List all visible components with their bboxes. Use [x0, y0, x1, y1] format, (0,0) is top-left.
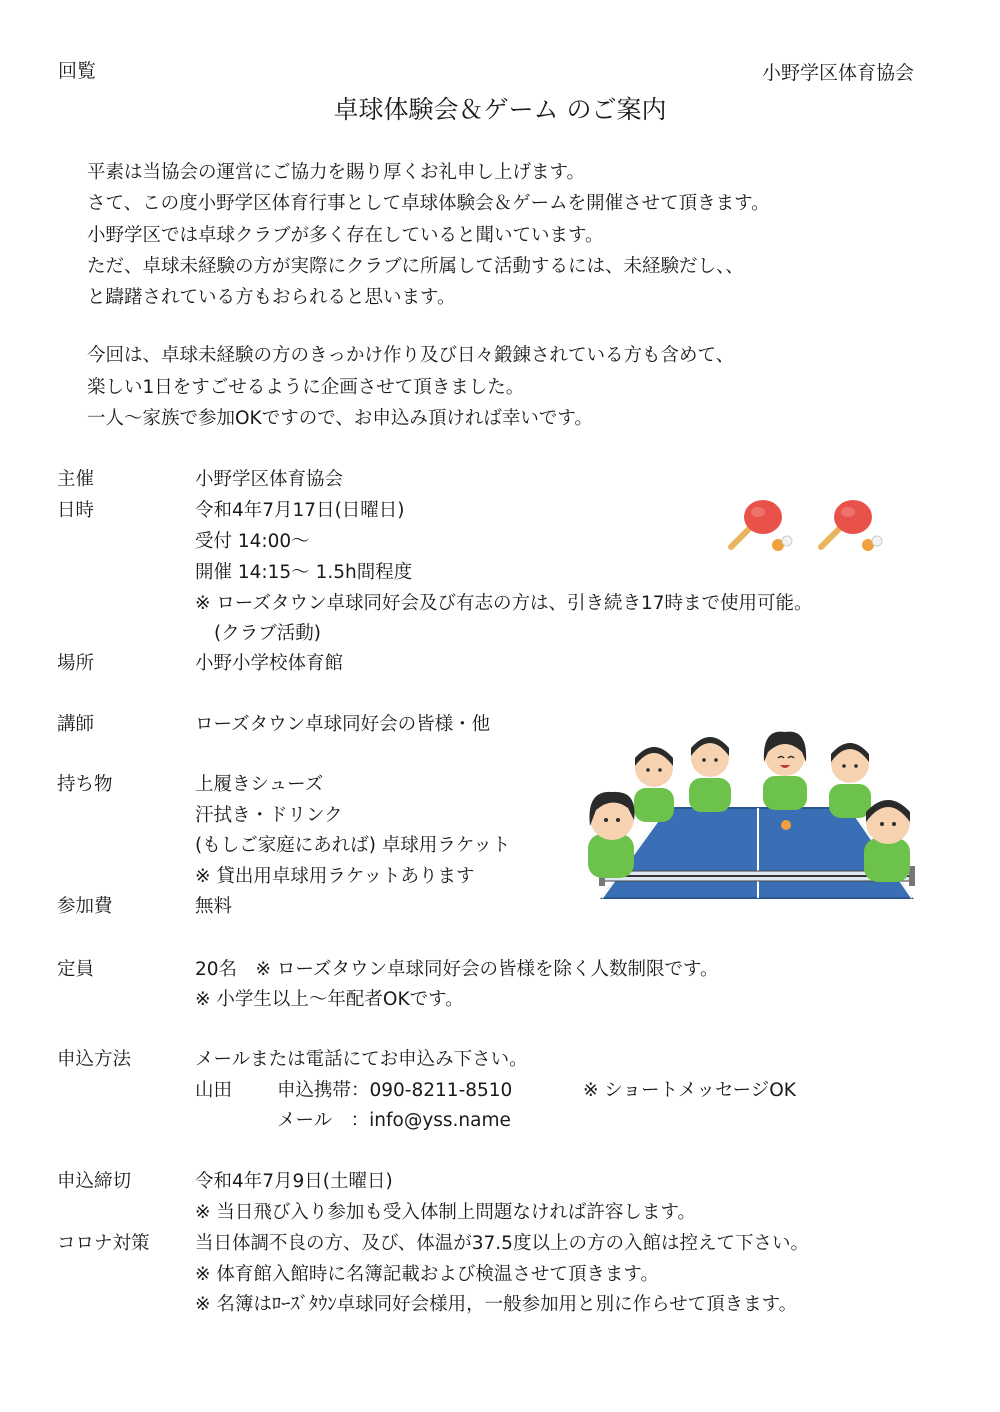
- capacity-note: ※ 小学生以上～年配者OKです。: [195, 989, 464, 1010]
- corona-line: 当日体調不良の方、及び、体温が37.5度以上の方の入館は控えて下さい。: [195, 1233, 809, 1254]
- page-title: 卓球体験会＆ゲーム のご案内: [333, 95, 667, 124]
- fee-label: 参加費: [57, 896, 113, 917]
- bring-item: ※ 貸出用卓球用ラケットあります: [195, 866, 475, 887]
- contact-phone: 申込携帯：090-8211-8510: [277, 1080, 513, 1101]
- ping-pong-paddle-icon: [725, 497, 795, 557]
- coach-value: ローズタウン卓球同好会の皆様・他: [195, 714, 491, 735]
- intro-line: 今回は、卓球未経験の方のきっかけ作り及び日々鍛錬されている方も含めて、: [87, 345, 735, 366]
- place-value: 小野小学校体育館: [195, 653, 344, 674]
- bring-item: 汗拭き・ドリンク: [195, 805, 343, 826]
- club-note-sub: (クラブ活動): [214, 623, 321, 644]
- contact-sms: ※ ショートメッセージOK: [583, 1080, 796, 1101]
- intro-line: 楽しい1日をすごせるように企画させて頂きました。: [87, 377, 525, 398]
- place-label: 場所: [57, 653, 95, 674]
- date-value: 令和4年7月17日(日曜日): [195, 500, 405, 521]
- corona-line: ※ 名簿はﾛｰｽﾞﾀｳﾝ卓球同好会様用，一般参加用と別に作らせて頂きます。: [195, 1294, 798, 1315]
- club-note: ※ ローズタウン卓球同好会及び有志の方は、引き続き17時まで使用可能。: [195, 593, 813, 614]
- host-label: 主催: [57, 469, 95, 490]
- bring-label: 持ち物: [57, 774, 113, 795]
- intro-line: ただ、卓球未経験の方が実際にクラブに所属して活動するには、未経験だし、、: [87, 256, 744, 277]
- deadline-label: 申込締切: [57, 1171, 132, 1192]
- intro-line: 小野学区では卓球クラブが多く存在していると聞いています。: [87, 225, 604, 246]
- circular-label: 回覧: [58, 60, 97, 82]
- bring-item: 上履きシューズ: [195, 774, 324, 795]
- ping-pong-paddle-icon: [815, 497, 885, 557]
- fee-value: 無料: [195, 896, 233, 917]
- bring-item: (もしご家庭にあれば) 卓球用ラケット: [195, 835, 511, 856]
- intro-line: 一人～家族で参加OKですので、お申込み頂ければ幸いです。: [87, 408, 593, 429]
- coach-label: 講師: [57, 714, 95, 735]
- deadline-note: ※ 当日飛び入り参加も受入体制上問題なければ許容します。: [195, 1202, 696, 1223]
- intro-line: さて、この度小野学区体育行事として卓球体験会＆ゲームを開催させて頂きます。: [87, 193, 770, 214]
- contact-name: 山田: [195, 1080, 233, 1101]
- intro-line: と躊躇されている方もおられると思います。: [87, 287, 456, 308]
- table-tennis-group-illustration: [582, 728, 922, 906]
- host-value: 小野学区体育協会: [195, 469, 344, 490]
- date-label: 日時: [57, 500, 95, 521]
- organization-name: 小野学区体育協会: [762, 62, 915, 84]
- reception-time: 受付 14:00～: [195, 531, 310, 552]
- apply-label: 申込方法: [57, 1049, 132, 1070]
- capacity-value: 20名 ※ ローズタウン卓球同好会の皆様を除く人数制限です。: [195, 959, 719, 980]
- intro-line: 平素は当協会の運営にご協力を賜り厚くお礼申し上げます。: [87, 162, 586, 183]
- start-time: 開催 14:15～ 1.5h間程度: [195, 562, 413, 583]
- corona-label: コロナ対策: [57, 1233, 150, 1254]
- apply-value: メールまたは電話にてお申込み下さい。: [195, 1049, 528, 1070]
- contact-mail: メール ：info@yss.name: [277, 1110, 511, 1131]
- deadline-value: 令和4年7月9日(土曜日): [195, 1171, 393, 1192]
- corona-line: ※ 体育館入館時に名簿記載および検温させて頂きます。: [195, 1264, 659, 1285]
- capacity-label: 定員: [57, 959, 95, 980]
